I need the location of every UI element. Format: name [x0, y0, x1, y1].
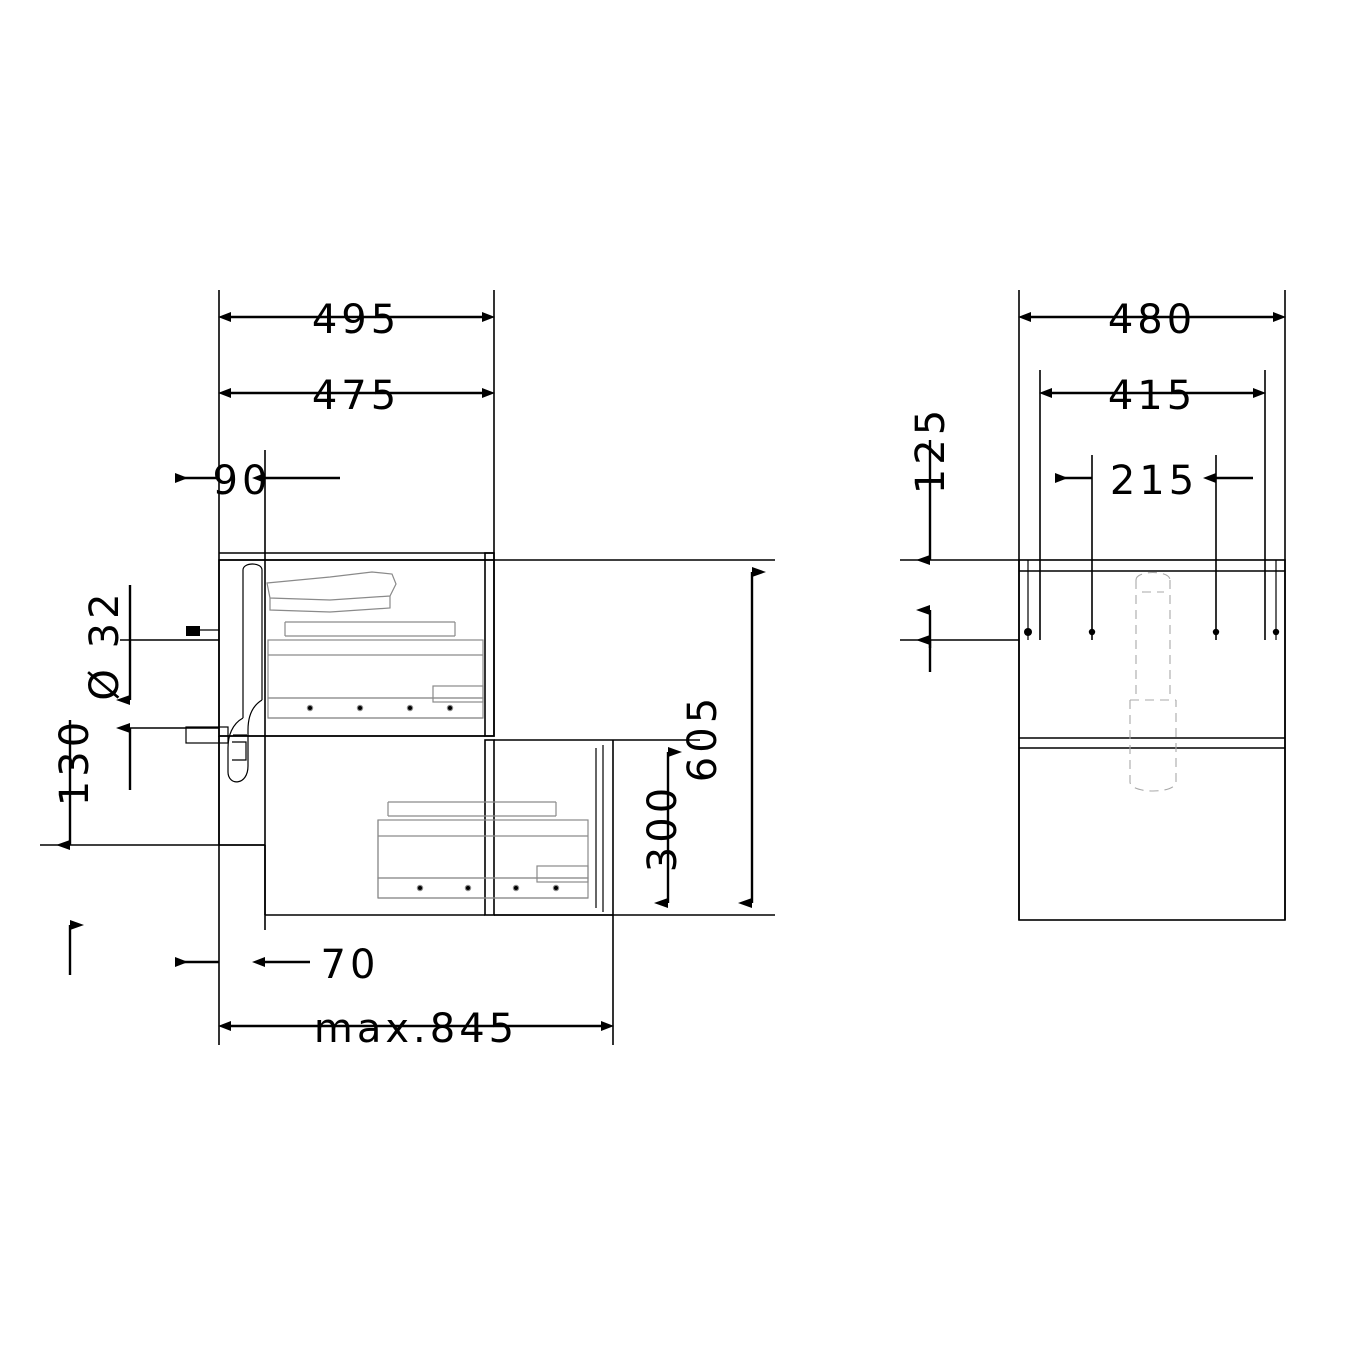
- dim-215: [1055, 458, 1253, 504]
- right-view-extension-lines: [900, 290, 1285, 920]
- dim-125: [908, 406, 954, 672]
- dim-300-label: 300: [640, 783, 686, 873]
- dim-max-845-label: max.845: [313, 1006, 519, 1052]
- dim-max-845: [231, 1006, 601, 1052]
- dim-diameter-32-label: Ø 32: [82, 589, 128, 701]
- dim-90-label: 90: [212, 458, 272, 504]
- dim-475: [231, 373, 482, 419]
- dim-415-label: 415: [1107, 373, 1197, 419]
- dim-diameter-32: [82, 585, 130, 701]
- dim-90: [175, 458, 340, 504]
- dim-495: [231, 297, 482, 343]
- dim-215-label: 215: [1109, 458, 1199, 504]
- left-cabinet-outline: [219, 553, 613, 915]
- dim-70: [175, 942, 379, 988]
- dim-70-label: 70: [320, 942, 380, 988]
- dim-495-label: 495: [311, 297, 401, 343]
- dim-130: [52, 718, 130, 845]
- siphon-detail: [186, 564, 262, 782]
- right-cabinet-outline: [1019, 560, 1285, 920]
- left-view-extension-lines: [40, 290, 775, 1045]
- dim-125-label: 125: [908, 405, 954, 495]
- dim-605: [680, 572, 752, 903]
- lower-drawer-detail: [378, 802, 588, 898]
- dim-480: [1031, 297, 1273, 343]
- dim-475-label: 475: [311, 373, 401, 419]
- dim-480-label: 480: [1107, 297, 1197, 343]
- front-siphon-hidden-detail: [1130, 573, 1176, 792]
- dim-130-label: 130: [52, 717, 98, 807]
- dim-415: [1052, 373, 1253, 419]
- dim-605-label: 605: [680, 693, 726, 783]
- upper-drawer-detail: [267, 572, 483, 718]
